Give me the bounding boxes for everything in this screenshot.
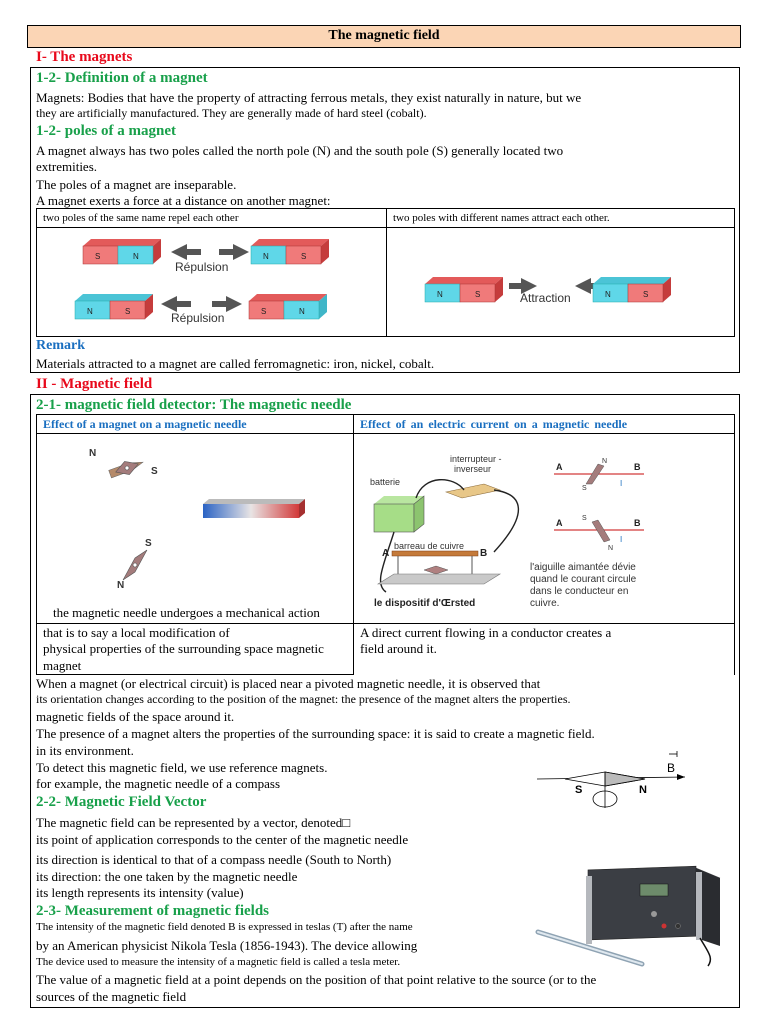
needle-table-header-1 <box>36 414 354 434</box>
pole-label: S <box>125 307 131 316</box>
needle-s-label: S <box>582 485 587 492</box>
pole-label: N <box>263 252 269 261</box>
poles-table-header-2 <box>386 208 735 228</box>
oersted-barreau-label: barreau de cuivre <box>394 541 465 551</box>
magnet-effect-cell <box>36 433 354 624</box>
poles-line-2: extremities. <box>36 159 98 174</box>
repulsion-figure-cell <box>36 227 387 337</box>
repulsion-label: Répulsion <box>171 311 225 325</box>
arrow-left-icon <box>161 296 191 312</box>
bar-magnet-icon <box>203 504 299 518</box>
repulsion-figure <box>37 228 386 336</box>
attraction-label: Attraction <box>520 291 571 305</box>
point-a-label: A <box>382 548 390 559</box>
poles-line-3: The poles of a magnet are inseparable. <box>36 177 237 192</box>
current-effect-caption-cell <box>353 623 735 675</box>
needle-s-label: S <box>151 466 158 477</box>
field-vector-figure <box>505 748 705 812</box>
section-2-heading: II - Magnetic field <box>36 376 153 392</box>
para-line: To detect this magnetic field, we use reference magnets. <box>36 760 328 775</box>
pole-label: N <box>437 290 443 299</box>
compass-n-label: N <box>639 784 647 796</box>
measurement-line: The value of a magnetic field at a point depends on the position of that point relative to the source (or to the <box>36 972 597 987</box>
compass-s-label: S <box>575 784 583 796</box>
pole-label: N <box>133 252 139 261</box>
tesla-meter-image <box>530 862 730 968</box>
oersted-note-line: dans le conducteur en <box>530 586 629 597</box>
oersted-note-line: l'aiguille aimantée dévie <box>530 562 636 573</box>
attraction-figure <box>387 228 734 336</box>
oersted-device-label: le dispositif d'Œrsted <box>374 598 476 609</box>
arrow-left-icon <box>171 244 201 260</box>
needle-s-label: S <box>582 515 587 522</box>
magnet-pair-top-right <box>251 239 329 264</box>
pole-label: N <box>605 290 611 299</box>
section-1-heading: I- The magnets <box>36 49 133 65</box>
pole-label: N <box>299 307 305 316</box>
para-line: magnetic fields of the space around it. <box>36 709 235 724</box>
remark-heading: Remark <box>36 338 85 353</box>
vector-line: its length represents its intensity (value) <box>36 885 244 900</box>
magnet-pair-bottom <box>75 294 153 319</box>
poles-table-header-1 <box>36 208 387 228</box>
oersted-batterie-label: batterie <box>370 477 401 487</box>
page-title: The magnetic field <box>27 25 741 48</box>
para-line: for example, the magnetic needle of a compass <box>36 776 281 791</box>
point-b-label: B <box>634 518 641 528</box>
measurement-line: The device used to measure the intensity of a magnetic field is called a tesla meter. <box>36 956 401 968</box>
oersted-inverseur-label: inverseur <box>454 464 492 474</box>
needle-n-label: N <box>602 458 608 465</box>
oersted-note-line: cuivre. <box>530 598 560 609</box>
magnetic-needle-icon <box>592 520 610 542</box>
para-line: When a magnet (or electrical circuit) is placed near a pivoted magnetic needle, it is observed that <box>36 676 541 691</box>
pole-label: S <box>261 307 267 316</box>
magnet-caption-line: that is to say a local modification of <box>43 625 230 640</box>
magnet-pair-top <box>83 239 161 264</box>
definition-line-2: they are artificially manufactured. They are generally made of hard steel (cobalt). <box>36 106 427 120</box>
current-effect-header: Effect of an electric current on a magnetic needle <box>360 417 628 431</box>
pole-label: S <box>301 252 307 261</box>
needle-n-label: N <box>117 580 125 591</box>
vector-heading: 2-2- Magnetic Field Vector <box>36 794 207 810</box>
needle-n-label: N <box>608 545 614 552</box>
vector-line: its direction is identical to that of a compass needle (South to North) <box>36 852 392 867</box>
needle-table-header-2 <box>353 414 735 434</box>
magnet-caption-line: physical properties of the surrounding space magnetic <box>43 641 324 656</box>
vector-line: its direction: the one taken by the magnetic needle <box>36 869 298 884</box>
current-label: I <box>620 535 623 544</box>
oersted-note-line: quand le courant circule <box>530 574 637 585</box>
magnet-left <box>425 277 503 302</box>
vector-b-label: B <box>667 761 676 775</box>
detector-heading: 2-1- magnetic field detector: The magnetic needle <box>36 397 352 413</box>
point-b-label: B <box>480 548 488 559</box>
current-caption-line: field around it. <box>360 641 437 656</box>
poles-line-4: A magnet exerts a force at a distance on another magnet: <box>36 193 331 208</box>
tesla-meter-display <box>640 884 668 896</box>
current-effect-cell <box>353 433 735 624</box>
needle-n-label: N <box>89 448 97 459</box>
pole-label: S <box>95 252 101 261</box>
definition-line-1: Magnets: Bodies that have the property of attracting ferrous metals, they exist naturally in nature, but we <box>36 90 582 105</box>
magnet-caption-line: magnet <box>43 658 82 673</box>
poles-line-1: A magnet always has two poles called the north pole (N) and the south pole (S) generally located two <box>36 143 564 158</box>
magnet-effect-caption-cell <box>36 623 354 675</box>
para-line: The presence of a magnet alters the properties of the surrounding space: it is said to create a magnetic field. <box>36 726 595 741</box>
oersted-figure <box>354 434 734 623</box>
arrow-right-icon <box>219 244 249 260</box>
point-a-label: A <box>556 518 563 528</box>
measurement-line: by an American physicist Nikola Tesla (1856-1943). The device allowing <box>36 938 418 953</box>
arrow-right-icon <box>212 296 242 312</box>
magnet-effect-header: Effect of a magnet on a magnetic needle <box>43 417 247 431</box>
magnet-pair-bottom-right <box>249 294 327 319</box>
remark-text: Materials attracted to a magnet are called ferromagnetic: iron, nickel, cobalt. <box>36 356 435 371</box>
switch-icon <box>446 484 500 498</box>
definition-heading: 1-2- Definition of a magnet <box>36 70 208 86</box>
para-line: its orientation changes according to the position of the magnet: the presence of the magnet alters the properties. <box>36 692 571 706</box>
point-b-label: B <box>634 462 641 472</box>
measurement-line: sources of the magnetic field <box>36 989 187 1004</box>
current-label: I <box>620 479 623 488</box>
current-caption-line: A direct current flowing in a conductor creates a <box>360 625 612 640</box>
magnet-right <box>593 277 671 302</box>
para-line: in its environment. <box>36 743 134 758</box>
point-a-label: A <box>556 462 563 472</box>
copper-bar-icon <box>392 551 478 556</box>
oersted-interrupteur-label: interrupteur - <box>450 454 502 464</box>
attract-caption: two poles with different names attract each other. <box>393 212 610 224</box>
magnet-effect-caption: the magnetic needle undergoes a mechanical action <box>53 605 320 620</box>
measurement-heading: 2-3- Measurement of magnetic fields <box>36 903 269 919</box>
measurement-line: The intensity of the magnetic field denoted B is expressed in teslas (T) after the name <box>36 921 413 933</box>
magnetic-needle-icon <box>424 566 448 574</box>
pole-label: S <box>643 290 649 299</box>
repulsion-label: Répulsion <box>175 260 229 274</box>
needle-s-label: S <box>145 538 152 549</box>
vector-line: its point of application corresponds to the center of the magnetic needle <box>36 832 409 847</box>
repel-caption: two poles of the same name repel each other <box>43 212 239 224</box>
pole-label: S <box>475 290 481 299</box>
attraction-figure-cell <box>386 227 735 337</box>
poles-heading: 1-2- poles of a magnet <box>36 123 176 139</box>
needle-magnet-figure <box>37 434 353 604</box>
pole-label: N <box>87 307 93 316</box>
vector-line: The magnetic field can be represented by a vector, denoted□ <box>36 815 351 830</box>
